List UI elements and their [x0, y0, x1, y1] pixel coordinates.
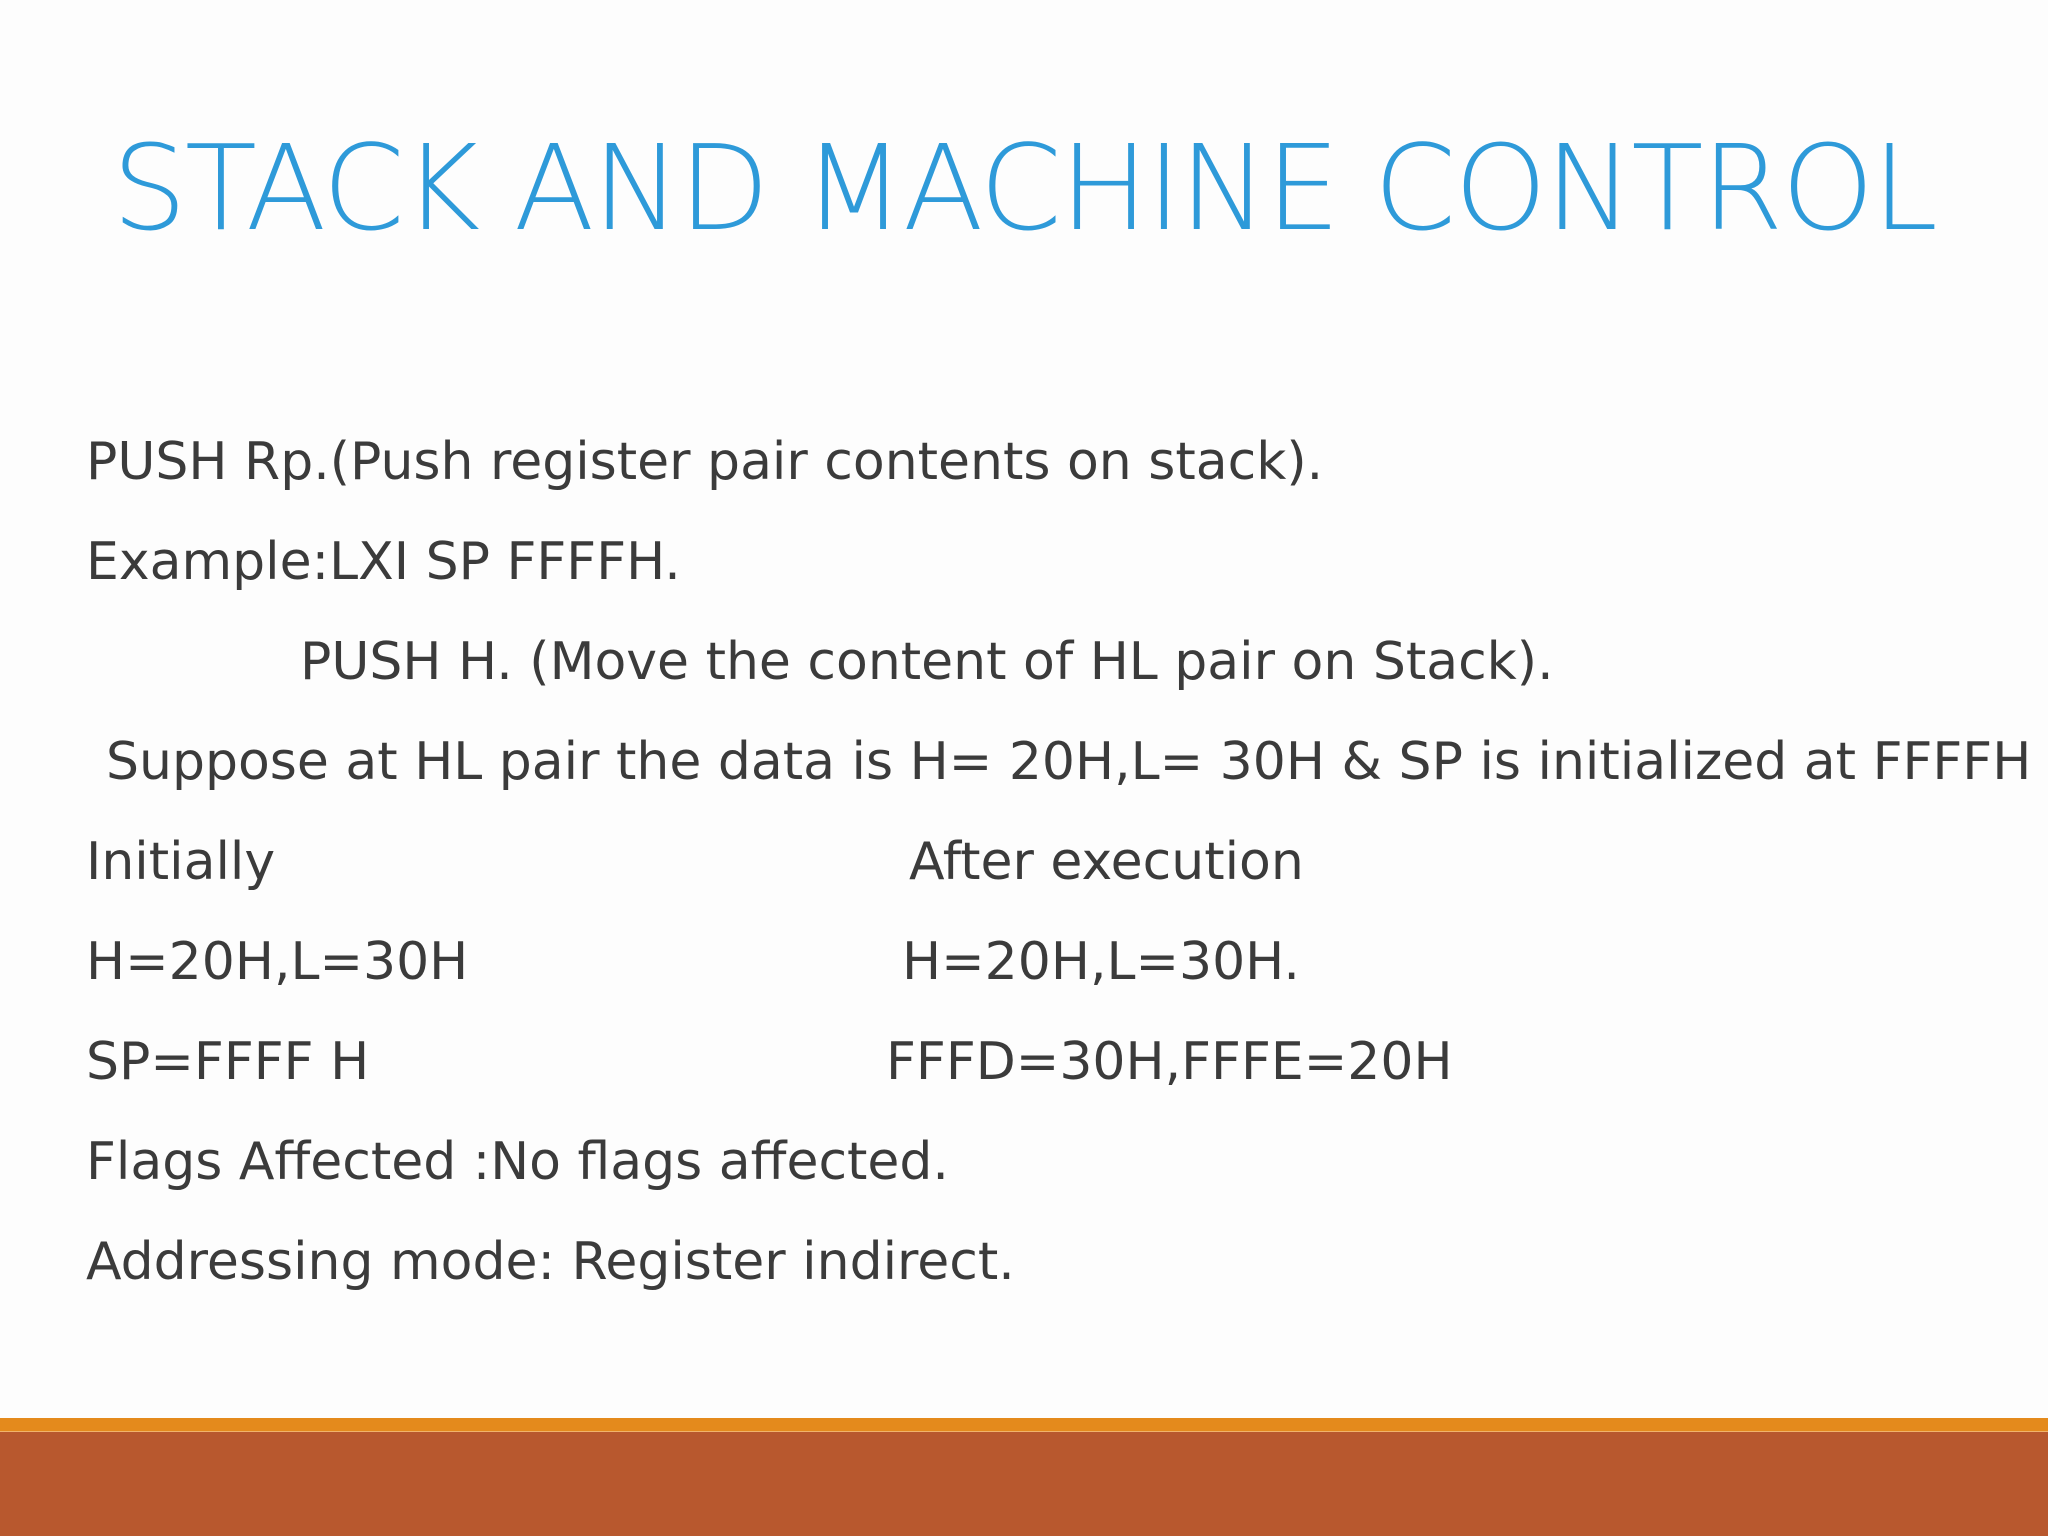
body-line-example: Example:LXI SP FFFFH. [86, 532, 681, 592]
body-line-suppose: Suppose at HL pair the data is H= 20H,L= 30H & SP is initialized at FFFFH [106, 732, 2032, 792]
footer-orange-band [0, 1418, 2048, 1432]
table-right-hl-after: H=20H,L=30H. [902, 932, 1300, 992]
table-right-stack-after: FFFD=30H,FFFE=20H [886, 1032, 1453, 1092]
slide-title: STACK AND MACHINE CONTROL [111, 119, 1937, 257]
table-right-after-execution: After execution [909, 832, 1304, 892]
body-line-flags: Flags Affected :No flags affected. [86, 1132, 949, 1192]
body-line-push-rp: PUSH Rp.(Push register pair contents on stack). [86, 432, 1324, 492]
body-line-addressing-mode: Addressing mode: Register indirect. [86, 1232, 1015, 1292]
footer-rust-band [0, 1432, 2048, 1536]
table-left-sp-initial: SP=FFFF H [86, 1032, 370, 1092]
body-line-push-h: PUSH H. (Move the content of HL pair on Stack). [300, 632, 1554, 692]
table-left-initially: Initially [86, 832, 276, 892]
table-left-hl-initial: H=20H,L=30H [86, 932, 469, 992]
